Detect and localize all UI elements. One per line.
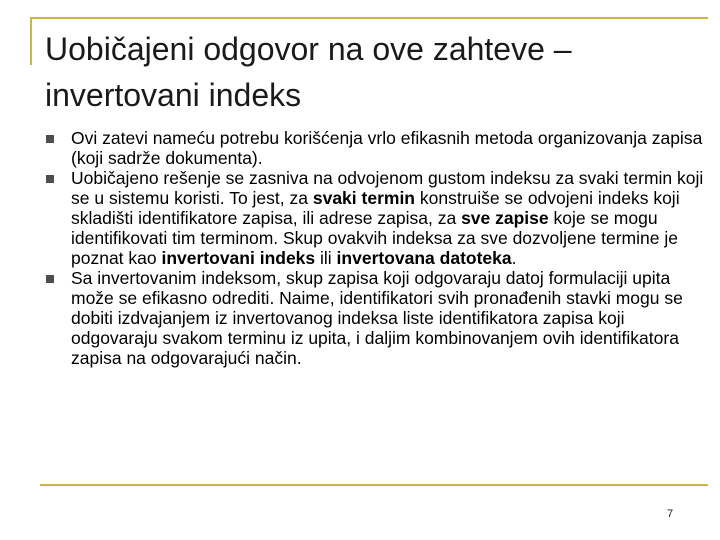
slide-title-line-1: Uobičajeni odgovor na ove zahteve – xyxy=(45,31,572,67)
bold-term-svaki-termin: svaki termin xyxy=(312,188,415,208)
bullet-item xyxy=(46,268,706,368)
page-number: 7 xyxy=(667,508,674,520)
bullet-text-segment: . xyxy=(511,248,517,268)
bold-term-invertovani-indeks: invertovani indeks xyxy=(161,248,316,268)
slide-title xyxy=(45,26,705,118)
bullet-text-segment: koje se mogu identifikovati tim terminom. Skup ovakvih indeksa za sve dozvoljene termine je poznat kao xyxy=(71,208,678,268)
bullet-text-segment: Uobičajeno rešenje se zasniva na odvojenom gustom indeksu za svaki termin koji se u sistemu koristi. To jest, za xyxy=(71,168,704,208)
bullet-item xyxy=(46,128,706,168)
top-decorative-line xyxy=(30,17,708,19)
bullet-item xyxy=(46,168,706,268)
left-decorative-line xyxy=(30,17,32,65)
bottom-decorative-line xyxy=(40,484,708,486)
bullet-text: Ovi zatevi nameću potrebu korišćenja vrlo efikasnih metoda organizovanja zapisa (koji sadrže dokumenta). xyxy=(71,128,703,168)
square-bullet-icon xyxy=(46,275,54,283)
bullet-list xyxy=(46,128,706,368)
square-bullet-icon xyxy=(46,175,54,183)
bullet-text: Sa invertovanim indeksom, skup zapisa koji odgovaraju datoj formulaciji upita može se efikasno odrediti. Naime, identifikatori svih pronađenih stavki mogu se dobiti izdvajanjem iz invertovanog indeksa liste identifikatora zapisa koji odgovaraju svakom terminu iz upita, i daljim kombinovanjem ovih identifikatora zapisa na odgovarajući način. xyxy=(71,268,683,368)
bold-term-sve-zapise: sve zapise xyxy=(461,208,549,228)
square-bullet-icon xyxy=(46,135,54,143)
bullet-text-segment: ili xyxy=(315,248,337,268)
bold-term-invertovana-datoteka: invertovana datoteka xyxy=(336,248,512,268)
slide-title-line-2: invertovani indeks xyxy=(45,77,302,113)
bullet-text-segment: konstruiše se odvojeni indeks koji skladišti identifikatore zapisa, ili adrese zapisa, za xyxy=(71,188,680,228)
